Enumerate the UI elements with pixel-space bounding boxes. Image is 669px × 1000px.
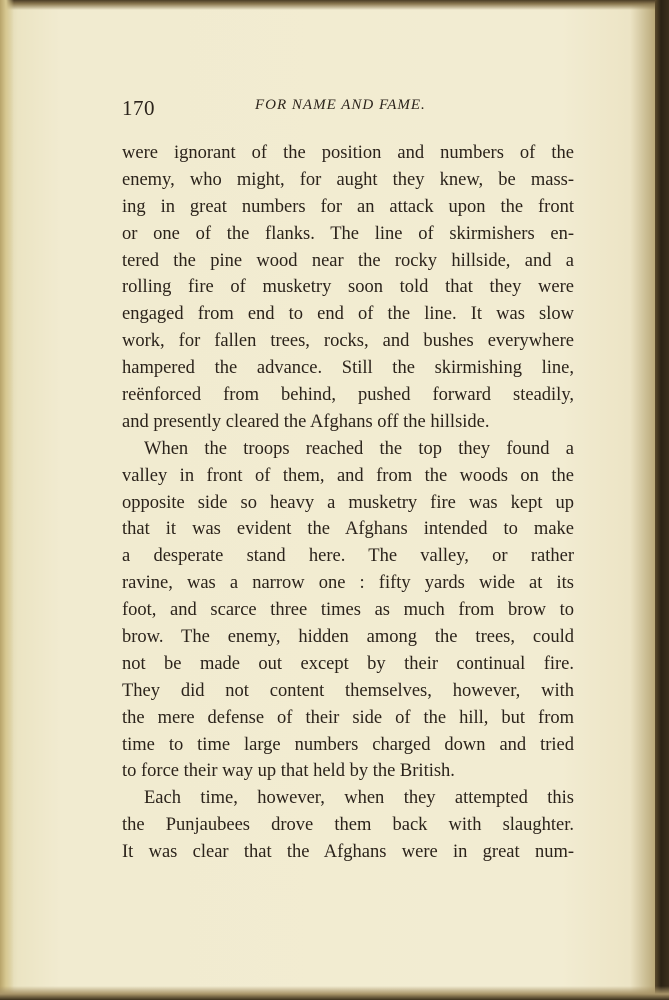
text-line: rolling fire of musketry soon told that they were [122,277,574,298]
page-bottom-edge [0,986,669,1000]
text-line: that it was evident the Afghans intended to make [122,519,574,540]
page-header [122,96,582,126]
text-line: were ignorant of the position and numbers of the [122,143,574,163]
running-head: FOR NAME AND FAME. [255,97,426,113]
page-top-edge [0,0,669,10]
book-binding-edge [655,0,669,1000]
text-line: Each time, however, when they attempted this [144,788,574,809]
text-line: foot, and scarce three times as much from brow to [122,600,574,621]
text-line: reënforced from behind, pushed forward steadily, [122,385,574,406]
text-line: It was clear that the Afghans were in great num- [122,842,574,863]
text-line: opposite side so heavy a musketry fire was kept up [122,492,574,513]
text-line: the mere defense of their side of the hill, but from [122,707,574,728]
text-line: and presently cleared the Afghans off the hillside. [122,411,490,432]
text-line: When the troops reached the top they found a [144,438,574,459]
body-text [122,140,574,866]
text-line: valley in front of them, and from the woods on the [122,465,574,486]
text-line: tered the pine wood near the rocky hillside, and a [122,250,574,271]
text-line: They did not content themselves, however, with [122,680,574,701]
text-line: the Punjaubees drove them back with slaughter. [122,815,574,836]
text-line: not be made out except by their continual fire. [122,653,574,674]
text-line: or one of the flanks. The line of skirmishers en- [122,223,574,244]
text-line: ravine, was a narrow one : fifty yards wide at its [122,573,574,594]
text-line: engaged from end to end of the line. It was slow [122,304,574,325]
text-line: enemy, who might, for aught they knew, be mass- [122,169,574,190]
text-line: time to time large numbers charged down and tried [122,734,574,755]
page-number: 170 [122,96,155,120]
text-line: ing in great numbers for an attack upon the front [122,196,574,217]
text-line: to force their way up that held by the British. [122,761,455,782]
page-left-edge [0,0,14,1000]
text-line: work, for fallen trees, rocks, and bushes everywhere [122,331,574,352]
text-line: a desperate stand here. The valley, or rather [122,546,574,567]
text-line: hampered the advance. Still the skirmishing line, [122,358,574,379]
text-line: brow. The enemy, hidden among the trees, could [122,627,574,648]
